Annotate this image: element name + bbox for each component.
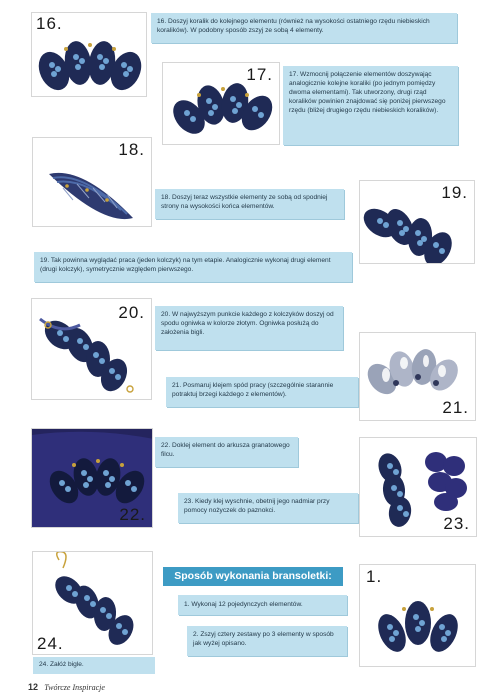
caption-text: 1. Wykonaj 12 pojedynczych elementów. [184, 601, 303, 608]
step-number: 22. [119, 505, 146, 524]
caption-step-20 [155, 306, 343, 350]
caption-step-23 [178, 493, 358, 523]
caption-step-16 [151, 13, 457, 43]
caption-step-21 [166, 377, 358, 407]
step-number: 24. [37, 634, 64, 653]
caption-text: 22. Doklej element do arkusza granatowego filcu. [161, 442, 290, 459]
page-footer [28, 682, 105, 692]
photo-step-17 [162, 62, 280, 145]
caption-text: 18. Doszyj teraz wszystkie elementy ze sobą od spodniej strony na wysokości końca elementów. [161, 194, 328, 211]
caption-step-22 [155, 437, 298, 467]
caption-step-24 [33, 657, 155, 674]
photo-step-16 [31, 12, 147, 97]
caption-text: 23. Kiedy klej wyschnie, obetnij jego nadmiar przy pomocy nożyczek do paznokci. [184, 498, 330, 515]
magazine-name: Twórcze Inspiracje [44, 683, 105, 692]
caption-bracelet-step-2 [187, 626, 347, 656]
step-number: 1. [366, 567, 383, 586]
photo-step-19 [359, 180, 475, 264]
caption-step-17 [283, 66, 458, 145]
caption-text: 2. Zszyj cztery zestawy po 3 elementy w sposób jak wyżej opisano. [193, 631, 334, 648]
caption-step-19 [34, 252, 352, 282]
photo-step-23 [359, 437, 477, 537]
step-number: 18. [118, 140, 145, 159]
caption-text: 17. Wzmocnij połączenie elementów doszywając analogicznie kolejne koraliki (po jednym pomiędzy dwoma elementami). Tak utworzony, drugi rząd koralików powinien znajdować się poniżej pierwszego rzędu (bliżej drugiego rzędu niebieskich koralików). [289, 71, 446, 115]
photo-bracelet-step-1 [359, 564, 476, 667]
caption-bracelet-step-1 [178, 595, 347, 615]
photo-step-24 [32, 551, 153, 655]
photo-step-21 [359, 332, 476, 421]
step-number: 21. [442, 398, 469, 417]
bracelet-section-title: Sposób wykonania bransoletki: [163, 567, 343, 586]
caption-text: 21. Posmaruj klejem spód pracy (szczególnie starannie potraktuj brzegi każdego z elementów). [172, 382, 334, 399]
step-number: 20. [118, 303, 145, 322]
step-number: 23. [443, 514, 470, 533]
caption-text: 19. Tak powinna wyglądać praca (jeden kolczyk) na tym etapie. Analogicznie wykonaj drugi element (drugi kolczyk), symetrycznie względem pierwszego. [40, 257, 331, 274]
photo-step-18 [32, 137, 152, 227]
caption-text: 16. Doszyj koralik do kolejnego elementu (również na wysokości ostatniego rzędu niebieskich koralików). W podobny sposób zszyj ze sobą 4 elementy. [157, 18, 430, 35]
step-number: 16. [36, 14, 63, 33]
step-number: 17. [246, 65, 273, 84]
photo-step-22 [31, 428, 153, 528]
caption-text: 20. W najwyższym punkcie każdego z kolczyków doszyj od spodu ogniwka w kolorze złotym. Ogniwka posłużą do założenia bigli. [161, 311, 334, 337]
caption-step-18 [155, 189, 344, 219]
step-number: 19. [441, 183, 468, 202]
caption-text: 24. Załóż bigle. [39, 661, 84, 668]
page-number: 12 [28, 682, 39, 692]
photo-step-20 [31, 298, 152, 400]
